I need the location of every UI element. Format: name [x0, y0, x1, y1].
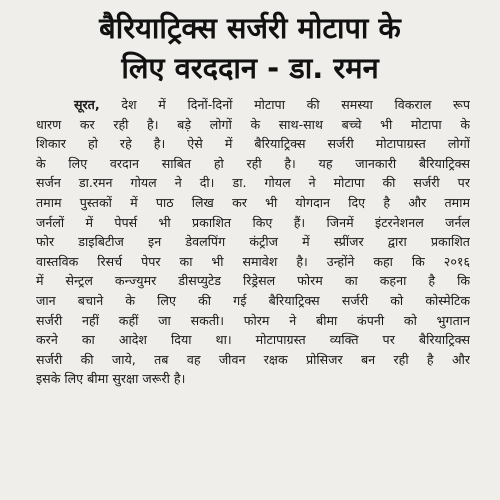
body-line: वास्तविक रिसर्च पेपर का भी समावेश है। उन्होंने कहा कि २०१६	[36, 253, 470, 269]
body-line: जान बचाने के लिए की गई बैरियाट्रिक्स सर्जरी को कोस्मेटिक	[36, 292, 470, 308]
article-headline	[30, 8, 470, 88]
body-line: करने का आदेश दिया था। मोटापाग्रस्त व्यक्ति पर बैरियाट्रिक्स	[36, 332, 470, 348]
body-line: सर्जरी की जाये, तब वह जीवन रक्षक प्रोसिजर बन रही है और	[36, 351, 470, 367]
headline-line-1: बैरियाट्रिक्स सर्जरी मोटापा के	[99, 11, 401, 45]
body-line: जर्नलों में पेपर्स भी प्रकाशित किए हैं। जिनमें इंटरनेशनल जर्नल	[36, 214, 470, 230]
body-line: इसके लिए बीमा सुरक्षा जरूरी है।	[36, 371, 186, 387]
body-line: धारण कर रही है। बड़े लोगों के साथ-साथ बच्चे भी मोटापा के	[36, 116, 470, 132]
headline-line-2: लिए वरददान - डा. रमन	[121, 51, 379, 85]
body-line: शिकार हो रहे है। ऐसे में बैरियाट्रिक्स सर्जरी मोटापाग्रस्त लोगों	[36, 136, 470, 152]
body-line: तमाम पुस्तकों में पाठ लिख कर भी योगदान दिए है और तमाम	[36, 194, 470, 210]
body-line	[36, 95, 470, 115]
body-line: के लिए वरदान साबित हो रही है। यह जानकारी बैरियाट्रिक्स	[36, 155, 470, 171]
body-line: फोर डाइबिटीज इन डेवलपिंग कंट्रीज में स्प्रींजर द्वारा प्रकाशित	[36, 234, 470, 250]
dateline: सूरत,	[74, 97, 100, 112]
body-line: सर्जरी नहीं कहीं जा सकती। फोरम ने बीमा कंपनी को भुगतान	[36, 312, 470, 328]
article-body	[36, 95, 470, 389]
body-line: में सेन्ट्रल कन्ज्युमर डीसप्युटेड रिड्रेसल फोरम का कहना है कि	[36, 273, 470, 289]
body-line-text: देश में दिनों-दिनों मोटापा की समस्या विकराल रूप	[99, 97, 470, 112]
body-line: सर्जन डा.रमन गोयल ने दी। डा. गोयल ने मोटापा की सर्जरी पर	[36, 175, 470, 191]
